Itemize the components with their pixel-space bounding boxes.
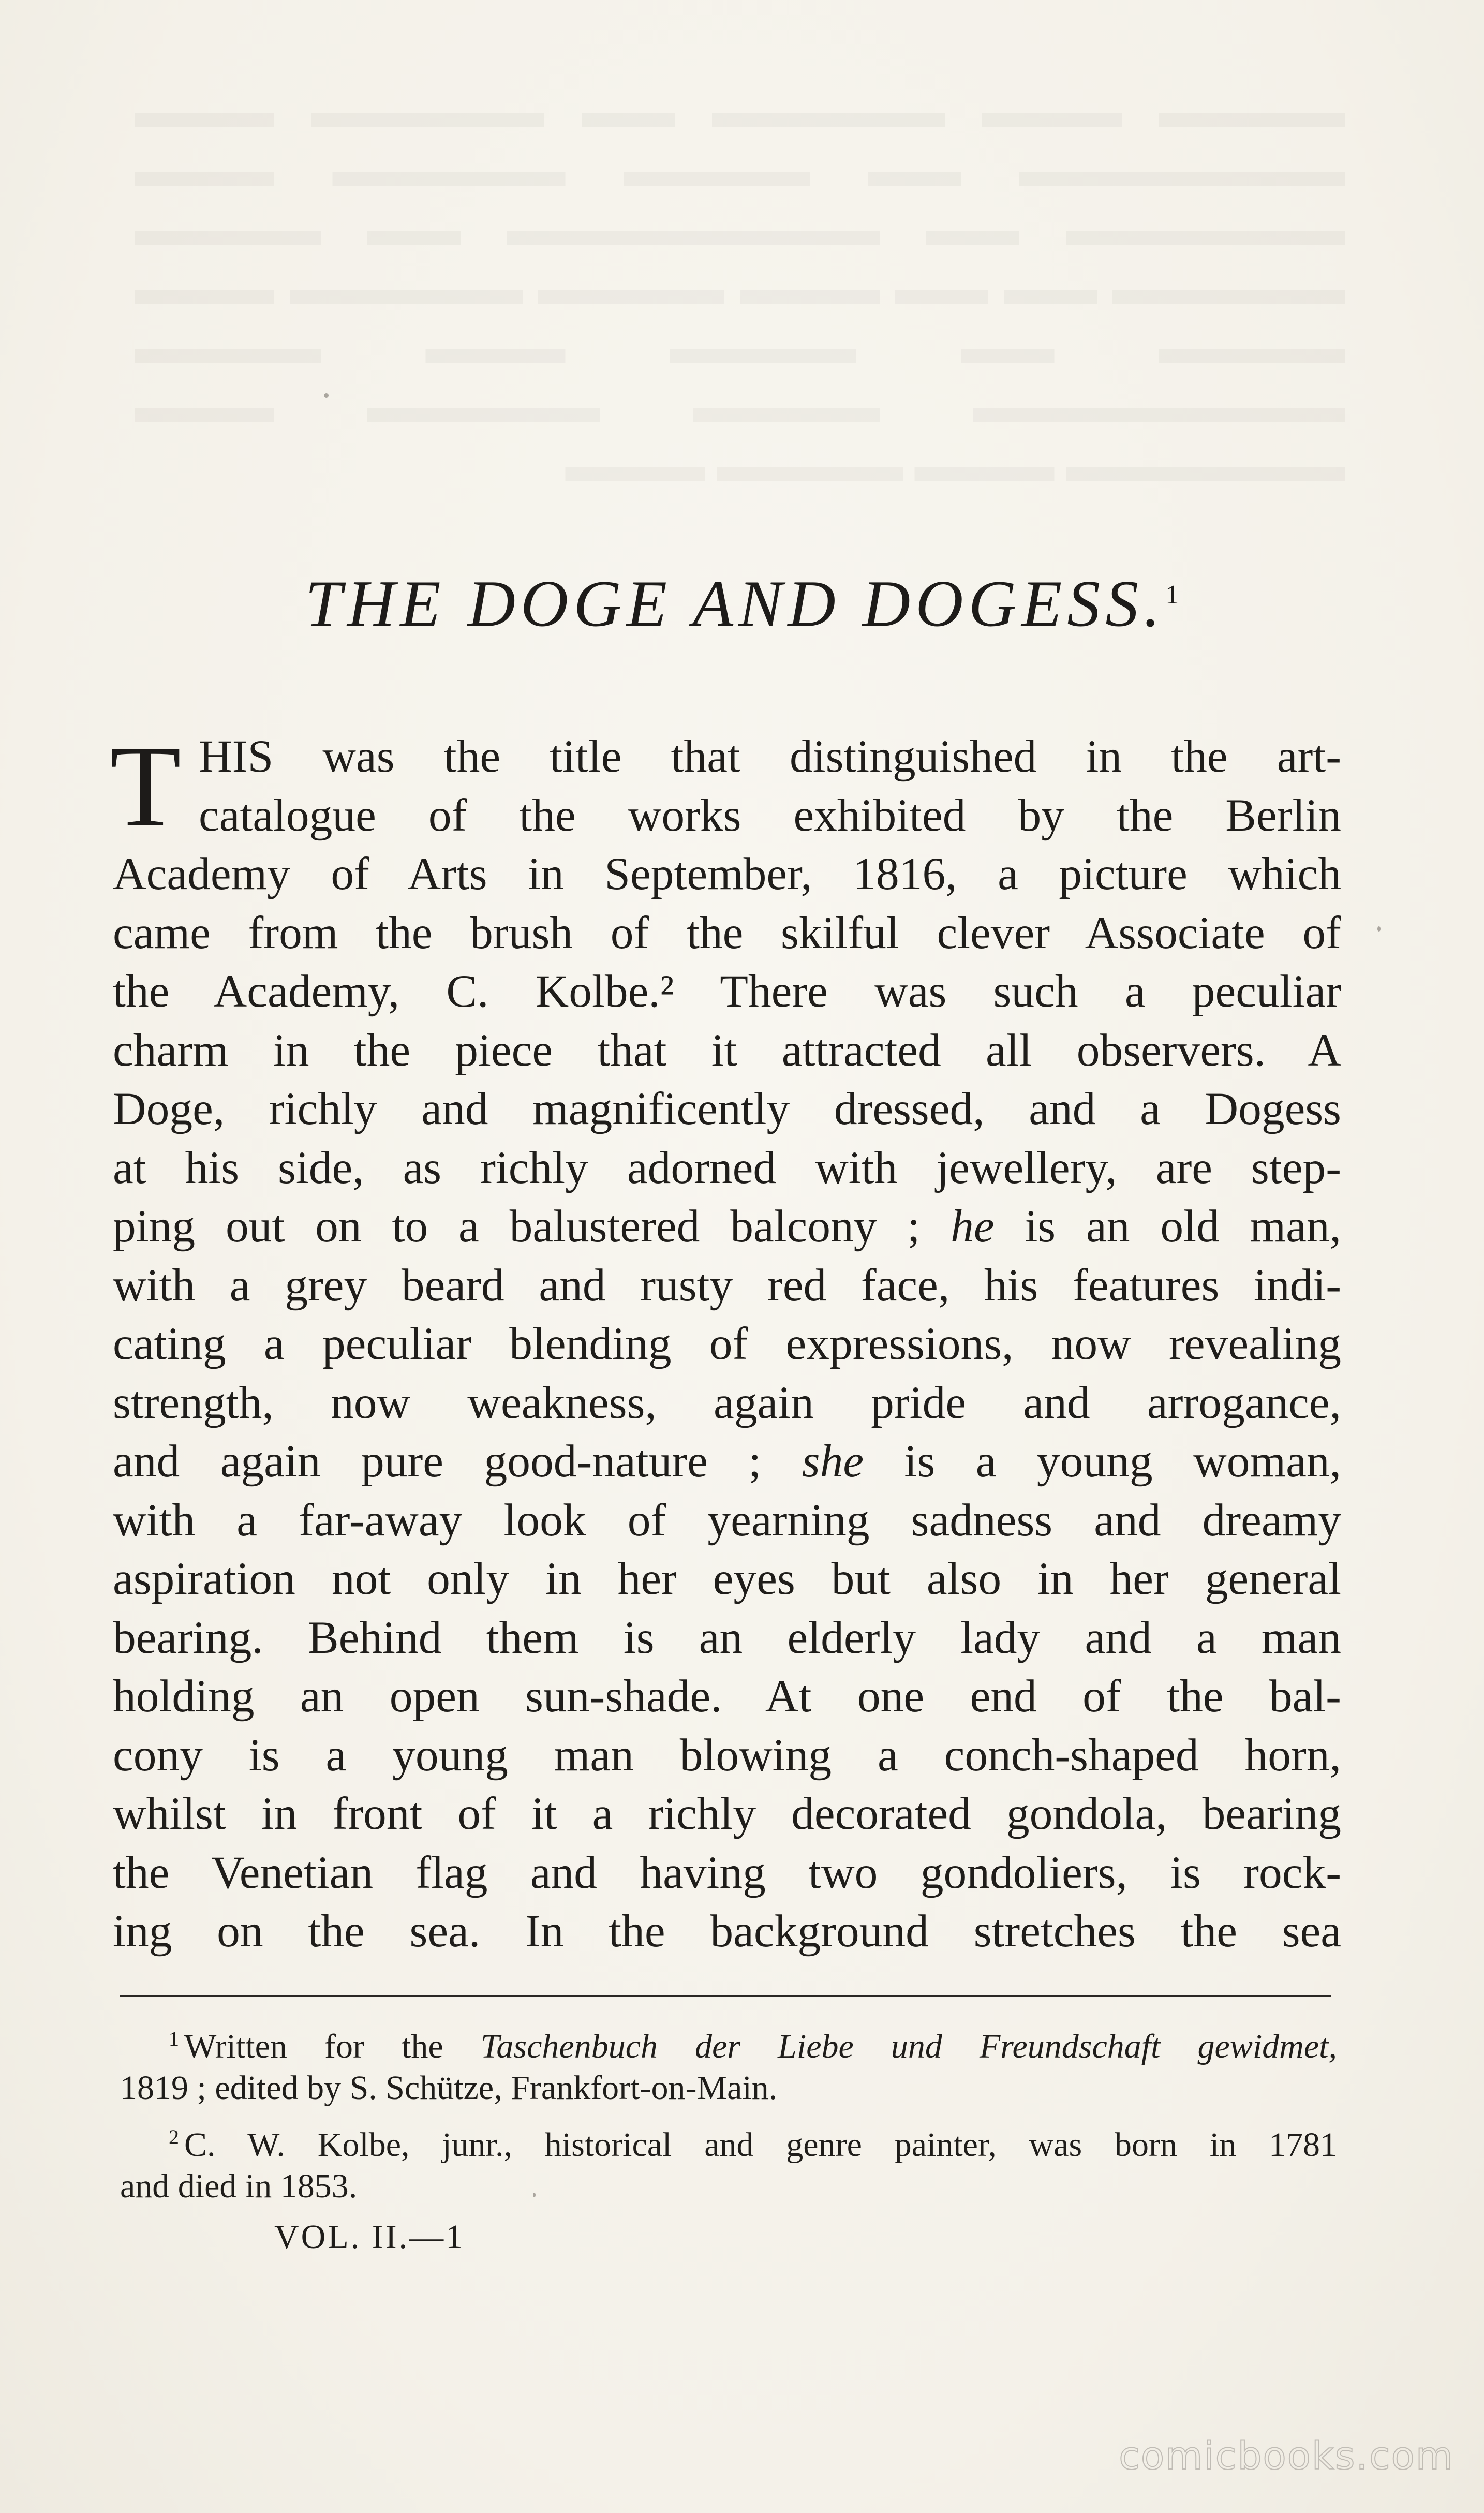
emphasis-she: she [802, 1436, 864, 1487]
body-line: cating a peculiar blending of expressions, now revealing [113, 1318, 1341, 1369]
body-line: at his side, as richly adorned with jewellery, are step- [113, 1142, 1341, 1193]
body-line: aspiration not only in her eyes but also in her general [113, 1553, 1341, 1604]
body-line: whilst in front of it a richly decorated gondola, bearing [113, 1788, 1341, 1839]
body-line: came from the brush of the skilful clever Associate of [113, 907, 1341, 958]
footnote-2-line-1 [120, 2112, 1337, 2162]
body-line: bearing. Behind them is an elderly lady and a man [113, 1612, 1341, 1663]
body-line: and again pure good-nature ; she is a young woman, [113, 1436, 1341, 1487]
body-line: with a grey beard and rusty red face, his features indi- [113, 1259, 1341, 1311]
watermark: comicbooks.com [1119, 2434, 1454, 2478]
body-line: the Venetian flag and having two gondoliers, is rock- [113, 1846, 1341, 1898]
footnote-1-book-title: Taschenbuch der Liebe und Freundschaft gewidmet, [480, 2028, 1337, 2065]
body-line: HIS was the title that distinguished in the art- [199, 731, 1341, 782]
body-line: Doge, richly and magnificently dressed, and a Dogess [113, 1083, 1341, 1134]
footnote-1-text: Written for the [184, 2028, 481, 2065]
footnotes [120, 2014, 1337, 2211]
chapter-title [0, 554, 1484, 645]
footnote-1-line-1 [120, 2014, 1337, 2063]
bleed-through-texture [135, 83, 1345, 496]
footnote-2-text: C. W. Kolbe, junr., historical and genre painter, was born in 1781 [184, 2126, 1337, 2164]
body-line: ing on the sea. In the background stretches the sea [113, 1905, 1341, 1957]
body-line: catalogue of the works exhibited by the Berlin [199, 789, 1341, 841]
body-line: cony is a young man blowing a conch-shaped horn, [113, 1729, 1341, 1781]
emphasis-he: he [951, 1201, 995, 1252]
chapter-title-text: THE DOGE AND DOGESS. [305, 567, 1166, 641]
body-line: charm in the piece that it attracted all observers. A [113, 1024, 1341, 1076]
body-line: the Academy, C. Kolbe.² There was such a peculiar [113, 966, 1341, 1017]
body-line: ping out on to a balustered balcony ; he is an old man, [113, 1201, 1341, 1252]
footnote-1-number: 1 [169, 2027, 179, 2050]
body-line: with a far-away look of yearning sadness and dreamy [113, 1494, 1341, 1546]
paper-speck [1377, 926, 1381, 932]
footnote-rule [120, 1995, 1331, 1997]
footnote-2-number: 2 [169, 2125, 179, 2149]
body-line: holding an open sun-shade. At one end of the bal- [113, 1671, 1341, 1722]
body-line: Academy of Arts in September, 1816, a picture which [113, 848, 1341, 899]
drop-cap: T [110, 721, 182, 851]
paper-speck [324, 393, 329, 398]
signature-mark: VOL. II.—1 [274, 2218, 465, 2256]
title-footnote-marker: 1 [1165, 580, 1179, 610]
body-line: strength, now weakness, again pride and arrogance, [113, 1377, 1341, 1428]
footnote-2-line-2: and died in 1853. [120, 2167, 358, 2205]
body-text [110, 721, 1341, 1961]
footnote-1-line-2: 1819 ; edited by S. Schütze, Frankfort-on-Main. [120, 2069, 778, 2107]
